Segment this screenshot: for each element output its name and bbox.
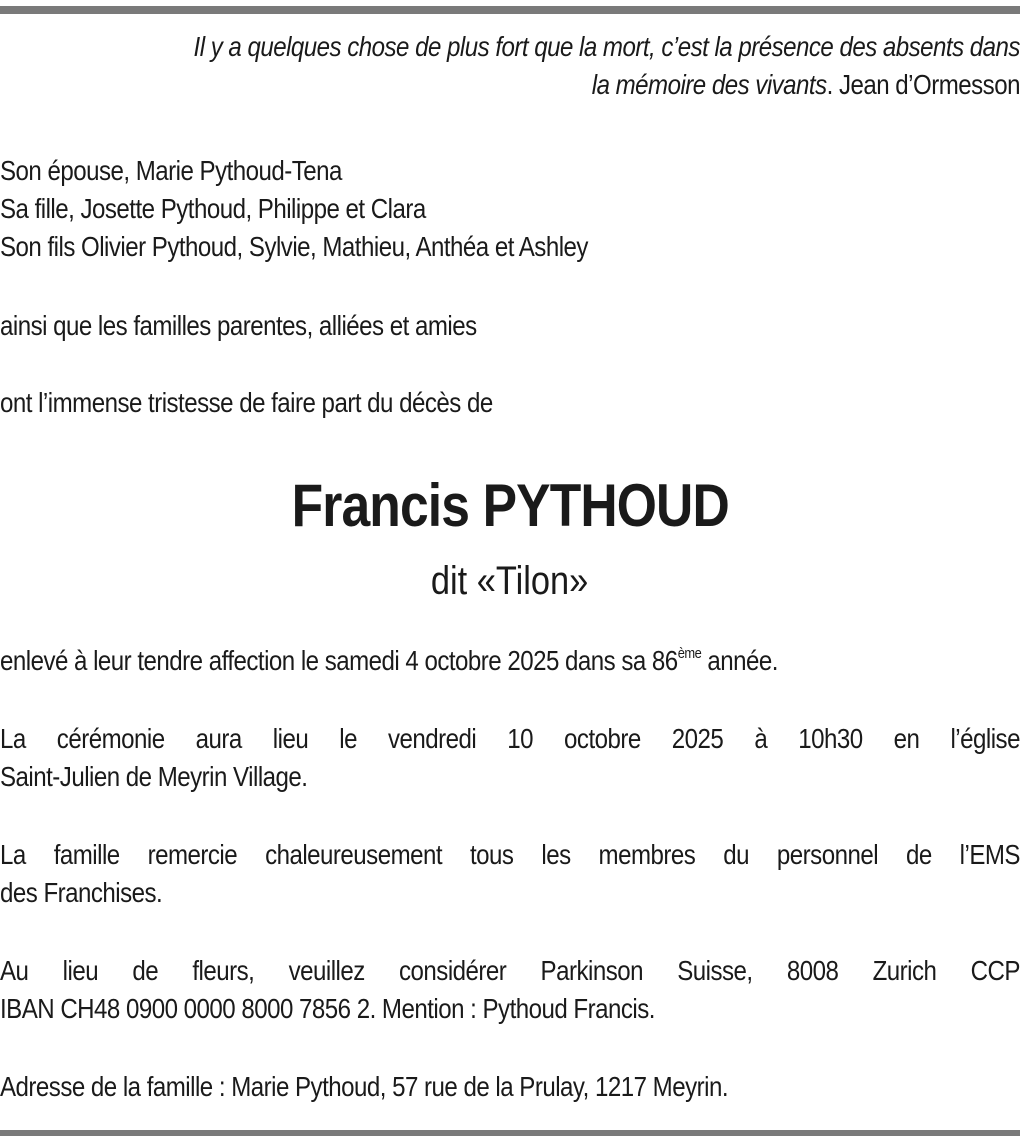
epigraph-quote xyxy=(0,28,1020,104)
thanks-line-2: des Franchises. xyxy=(0,877,163,908)
family-line-daughter: Sa fille, Josette Pythoud, Philippe et Clara xyxy=(0,193,426,224)
ceremony-line-2: Saint-Julien de Meyrin Village. xyxy=(0,761,308,792)
deceased-name-text: Francis PYTHOUD xyxy=(291,472,729,539)
death-text: enlevé à leur tendre affection le samedi 4 octobre 2025 dans sa 86 xyxy=(0,645,678,676)
family-line-son: Son fils Olivier Pythoud, Sylvie, Mathieu, Anthéa et Ashley xyxy=(0,231,588,262)
death-text-end: année. xyxy=(701,645,778,676)
family-list xyxy=(0,152,1020,266)
thanks-paragraph xyxy=(0,836,1020,912)
family-line-spouse: Son épouse, Marie Pythoud-Tena xyxy=(0,155,342,186)
donation-paragraph xyxy=(0,952,1020,1028)
death-notice xyxy=(0,642,1020,680)
deceased-nickname xyxy=(0,556,1020,606)
family-address: Adresse de la famille : Marie Pythoud, 57 rue de la Prulay, 1217 Meyrin. xyxy=(0,1071,729,1102)
donation-line-2: IBAN CH48 0900 0000 8000 7856 2. Mention : Pythoud Francis. xyxy=(0,993,655,1024)
quote-author: . Jean d’Ormesson xyxy=(826,69,1020,100)
ceremony-line-1: La cérémonie aura lieu le vendredi 10 octobre 2025 à 10h30 en l’église xyxy=(0,723,1020,754)
announcement-line: ont l’immense tristesse de faire part du décès de xyxy=(0,387,493,418)
deceased-name xyxy=(0,468,1020,544)
bottom-border-rule xyxy=(0,1130,1020,1136)
quote-line-2 xyxy=(0,66,1020,104)
death-superscript: ème xyxy=(677,645,702,662)
top-border-rule xyxy=(0,6,1020,14)
deceased-nickname-text: dit «Tilon» xyxy=(431,559,589,603)
quote-italic-part: la mémoire des vivants xyxy=(591,69,827,100)
donation-line-1: Au lieu de fleurs, veuillez considérer Parkinson Suisse, 8008 Zurich CCP xyxy=(0,955,1020,986)
thanks-line-1: La famille remercie chaleureusement tous les membres du personnel de l’EMS xyxy=(0,839,1020,870)
relatives-line: ainsi que les familles parentes, alliées et amies xyxy=(0,310,477,341)
ceremony-paragraph xyxy=(0,720,1020,796)
quote-line-1: Il y a quelques chose de plus fort que la mort, c’est la présence des absents dans xyxy=(193,31,1020,62)
